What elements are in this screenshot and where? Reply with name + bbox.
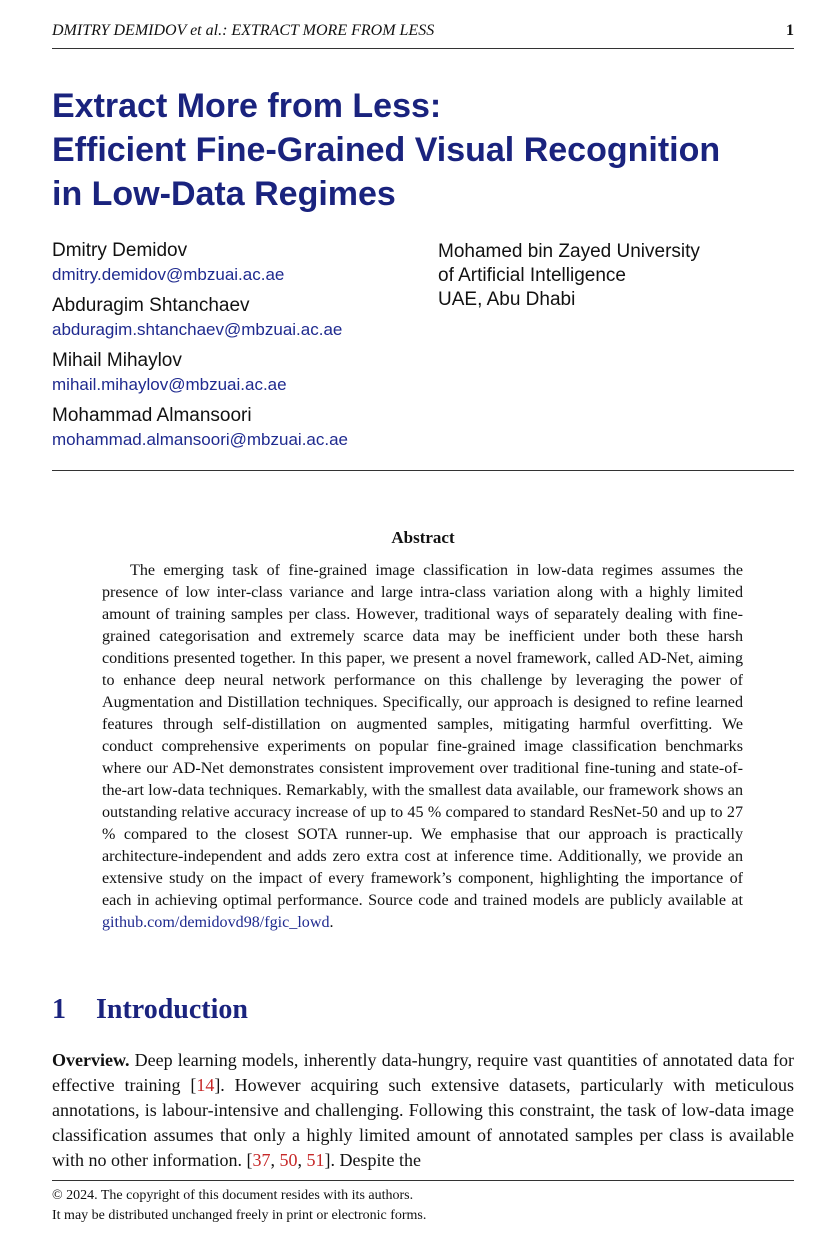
author-list xyxy=(52,238,432,458)
author-entry xyxy=(52,403,432,451)
author-name: Mihail Mihaylov xyxy=(52,350,182,371)
copyright-footer xyxy=(52,1186,794,1226)
author-email[interactable]: abduragim.shtanchaev@mbzuai.ac.ae xyxy=(52,320,343,339)
intro-text: Deep learning models, inherently data-hungry, require vast quantities of annotated data for effective training [ xyxy=(52,1050,794,1095)
author-email[interactable]: mihail.mihaylov@mbzuai.ac.ae xyxy=(52,375,287,394)
paper-title xyxy=(52,84,812,216)
paragraph-lead: Overview. xyxy=(52,1050,130,1070)
intro-text: ]. However acquiring such extensive datasets, particularly with meticulous annotations, is labour-intensive and challenging. Following this constraint, the task of low-data image classification assumes that only a highly limited amount of annotated samples per class is available with no other information. [ xyxy=(52,1075,794,1170)
abstract-text: The emerging task of fine-grained image classification in low-data regimes assumes the presence of low inter-class variance and large intra-class variation along with a highly limited amount of training samples per class. However, traditional ways of separately dealing with fine-grained categorisation and extremely scarce data may be inefficient under both these harsh conditions presented together. In this paper, we present a novel framework, called AD-Net, aiming to enhance deep neural network performance on this challenge by leveraging the power of Augmentation and Distillation techniques. Specifically, our approach is designed to refine learned features through self-distillation on augmented samples, mitigating harmful overfitting. We conduct comprehensive experiments on popular fine-grained image classification benchmarks where our AD-Net demonstrates consistent improvement over traditional fine-tuning and state-of-the-art low-data techniques. Remarkably, with the smallest data available, our framework shows an outstanding relative accuracy increase of up to 45 % compared to standard ResNet-50 and up to 27 % compared to the closest SOTA runner-up. We emphasise that our approach is practically architecture-independent and adds zero extra cost at inference time. Additionally, we provide an extensive study on the impact of every framework’s component, highlighting the importance of each in achieving optimal performance. Source code and trained models are publicly available at xyxy=(102,562,743,909)
author-email[interactable]: dmitry.demidov@mbzuai.ac.ae xyxy=(52,265,285,284)
header-rule xyxy=(52,48,794,49)
citation-link[interactable]: 51 xyxy=(306,1150,325,1170)
citation-link[interactable]: 50 xyxy=(279,1150,298,1170)
abstract-heading: Abstract xyxy=(391,528,455,547)
affiliation-line: UAE, Abu Dhabi xyxy=(438,289,576,310)
code-link[interactable]: github.com/demidovd98/fgic_lowd xyxy=(102,914,330,931)
intro-paragraph xyxy=(52,1048,794,1173)
running-title: DMITRY DEMIDOV et al.: EXTRACT MORE FROM LESS xyxy=(52,22,435,39)
affiliation-line: Mohamed bin Zayed University xyxy=(438,241,700,262)
author-name: Dmitry Demidov xyxy=(52,240,188,261)
affiliation-line: of Artificial Intelligence xyxy=(438,265,626,286)
author-name: Abduragim Shtanchaev xyxy=(52,295,250,316)
author-entry xyxy=(52,348,432,396)
section-number: 1 xyxy=(52,994,66,1025)
abstract-body xyxy=(102,560,743,934)
author-name: Mohammad Almansoori xyxy=(52,405,252,426)
intro-text: ]. Despite the xyxy=(324,1150,421,1170)
citation-separator: , xyxy=(270,1150,280,1170)
author-entry xyxy=(52,293,432,341)
affiliation xyxy=(438,240,808,312)
page-number: 1 xyxy=(786,22,794,39)
citation-separator: , xyxy=(297,1150,307,1170)
citation-link[interactable]: 37 xyxy=(252,1150,271,1170)
footer-rule xyxy=(52,1180,794,1181)
title-line: Efficient Fine-Grained Visual Recognition xyxy=(52,131,721,169)
footer-line: © 2024. The copyright of this document resides with its authors. xyxy=(52,1188,414,1203)
author-email[interactable]: mohammad.almansoori@mbzuai.ac.ae xyxy=(52,430,348,449)
title-block-rule xyxy=(52,470,794,471)
section-heading xyxy=(52,994,248,1026)
title-line: in Low-Data Regimes xyxy=(52,175,396,213)
section-title: Introduction xyxy=(96,994,248,1025)
abstract-end: . xyxy=(329,914,334,931)
citation-link[interactable]: 14 xyxy=(196,1075,215,1095)
footer-line: It may be distributed unchanged freely in print or electronic forms. xyxy=(52,1208,427,1223)
author-entry xyxy=(52,238,432,286)
title-line: Extract More from Less: xyxy=(52,87,442,125)
